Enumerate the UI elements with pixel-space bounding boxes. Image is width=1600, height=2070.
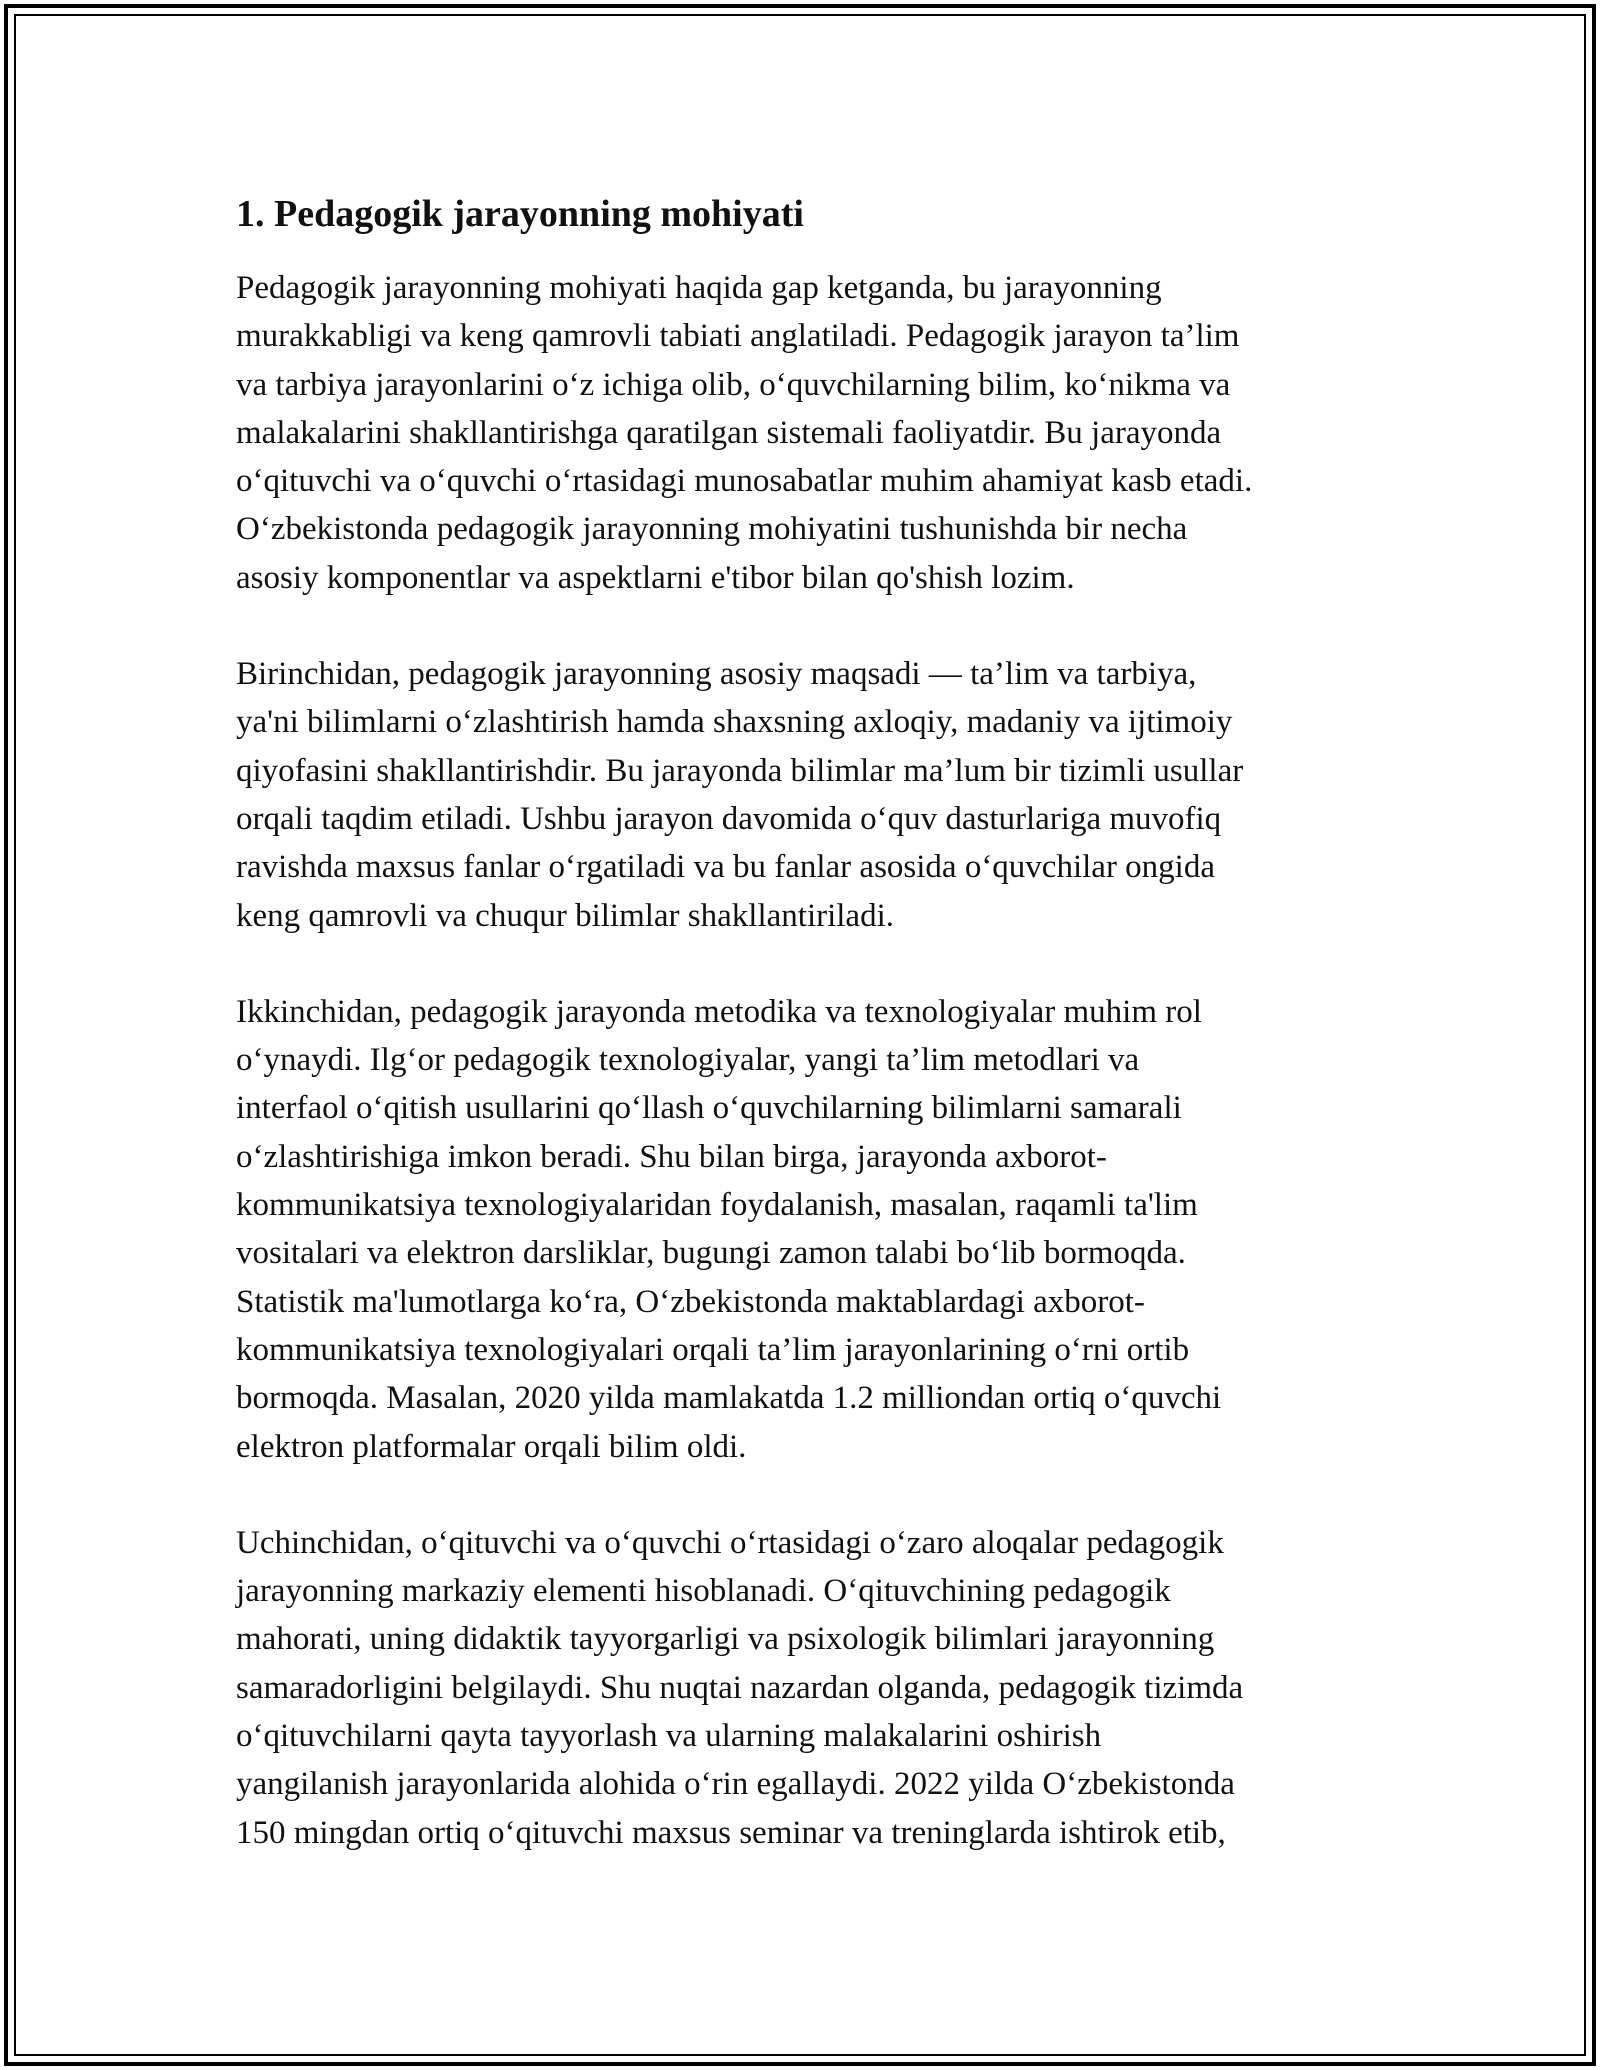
text-line: O‘zbekistonda pedagogik jarayonning mohiyatini tushunishda bir necha bbox=[236, 511, 1188, 548]
paragraph-third bbox=[236, 1519, 1384, 1857]
text-line: 150 mingdan ortiq o‘qituvchi maxsus seminar va treninglarda ishtirok etib, bbox=[236, 1814, 1226, 1851]
text-line: mahorati, uning didaktik tayyorgarligi va psixologik bilimlari jarayonning bbox=[236, 1621, 1215, 1658]
text-line: o‘ynaydi. Ilg‘or pedagogik texnologiyalar, yangi ta’lim metodlari va bbox=[236, 1042, 1140, 1079]
text-line: Pedagogik jarayonning mohiyati haqida gap ketganda, bu jarayonning bbox=[236, 270, 1162, 306]
text-line: jarayonning markaziy elementi hisoblanadi. O‘qituvchining pedagogik bbox=[236, 1573, 1171, 1610]
text-line: vositalari va elektron darsliklar, bugungi zamon talabi bo‘lib bormoqda. bbox=[236, 1235, 1186, 1272]
text-line: Ikkinchidan, pedagogik jarayonda metodika va texnologiyalar muhim rol bbox=[236, 993, 1202, 1030]
text-line: qiyofasini shakllantirishdir. Bu jarayonda bilimlar ma’lum bir tizimli usullar bbox=[236, 752, 1244, 789]
text-line: ya'ni bilimlarni o‘zlashtirish hamda shaxsning axloqiy, madaniy va ijtimoiy bbox=[236, 704, 1233, 741]
text-line: bormoqda. Masalan, 2020 yilda mamlakatda 1.2 milliondan ortiq o‘quvchi bbox=[236, 1380, 1222, 1417]
text-line: malakalarini shakllantirishga qaratilgan sistemali faoliyatdir. Bu jarayonda bbox=[236, 414, 1222, 451]
text-line: kommunikatsiya texnologiyalaridan foydalanish, masalan, raqamli ta'lim bbox=[236, 1187, 1198, 1224]
text-line: murakkabligi va keng qamrovli tabiati anglatiladi. Pedagogik jarayon ta’lim bbox=[236, 318, 1240, 355]
text-line: o‘zlashtirishiga imkon beradi. Shu bilan birga, jarayonda axborot- bbox=[236, 1138, 1107, 1175]
text-line: keng qamrovli va chuqur bilimlar shakllantiriladi. bbox=[236, 897, 895, 934]
paragraph-intro bbox=[236, 264, 1384, 602]
text-line: yangilanish jarayonlarida alohida o‘rin egallaydi. 2022 yilda O‘zbekistonda bbox=[236, 1766, 1235, 1803]
section-heading: 1. Pedagogik jarayonning mohiyati bbox=[236, 193, 804, 235]
paragraph-second bbox=[236, 988, 1384, 1471]
text-line: orqali taqdim etiladi. Ushbu jarayon davomida o‘quv dasturlariga muvofiq bbox=[236, 800, 1222, 837]
text-line: elektron platformalar orqali bilim oldi. bbox=[236, 1428, 747, 1465]
text-line: ravishda maxsus fanlar o‘rgatiladi va bu fanlar asosida o‘quvchilar ongida bbox=[236, 849, 1215, 886]
text-line: o‘qituvchi va o‘quvchi o‘rtasidagi munosabatlar muhim ahamiyat kasb etadi. bbox=[236, 463, 1253, 500]
text-line: va tarbiya jarayonlarini o‘z ichiga olib, o‘quvchilarning bilim, ko‘nikma va bbox=[236, 366, 1231, 403]
text-line: Uchinchidan, o‘qituvchi va o‘quvchi o‘rtasidagi o‘zaro aloqalar pedagogik bbox=[236, 1524, 1224, 1561]
document-body bbox=[236, 188, 1384, 1905]
text-line: Birinchidan, pedagogik jarayonning asosiy maqsadi — ta’lim va tarbiya, bbox=[236, 656, 1197, 693]
text-line: interfaol o‘qitish usullarini qo‘llash o‘quvchilarning bilimlarni samarali bbox=[236, 1090, 1182, 1127]
text-line: o‘qituvchilarni qayta tayyorlash va ularning malakalarini oshirish bbox=[236, 1718, 1102, 1755]
text-line: Statistik ma'lumotlarga ko‘ra, O‘zbekistonda maktablardagi axborot- bbox=[236, 1283, 1145, 1320]
text-line: asosiy komponentlar va aspektlarni e'tibor bilan qo'shish lozim. bbox=[236, 559, 1075, 596]
paragraph-first bbox=[236, 650, 1384, 940]
text-line: kommunikatsiya texnologiyalari orqali ta’lim jarayonlarining o‘rni ortib bbox=[236, 1331, 1190, 1368]
text-line: samaradorligini belgilaydi. Shu nuqtai nazardan olganda, pedagogik tizimda bbox=[236, 1669, 1244, 1706]
